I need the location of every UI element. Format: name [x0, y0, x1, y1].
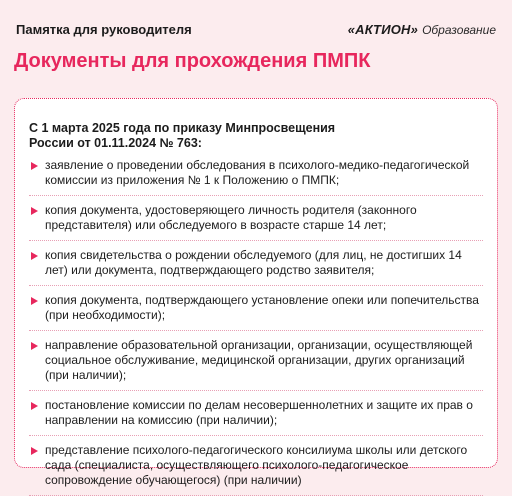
triangle-bullet-icon: [31, 252, 38, 260]
triangle-bullet-icon: [31, 162, 38, 170]
list-item-text: копия документа, удостоверяющего личность родителя (законного представителя) или обследуемого в возрасте старше 14 лет;: [45, 203, 417, 232]
list-item-text: направление образовательной организации, организации, осуществляющей социальное обслуживание, медицинской организации, других организаций (при наличии);: [45, 338, 473, 382]
page-title: Документы для прохождения ПМПК: [14, 50, 371, 72]
triangle-bullet-icon: [31, 402, 38, 410]
triangle-bullet-icon: [31, 207, 38, 215]
triangle-bullet-icon: [31, 342, 38, 350]
list-item: [29, 398, 483, 436]
list-item-text: постановление комиссии по делам несовершеннолетних и защите их прав о направлении на комиссию (при наличии);: [45, 398, 473, 427]
list-item: [29, 158, 483, 196]
list-item: [29, 338, 483, 391]
list-item: [29, 293, 483, 331]
triangle-bullet-icon: [31, 297, 38, 305]
brand-logo: [348, 22, 496, 37]
documents-list: [29, 158, 483, 496]
triangle-bullet-icon: [31, 447, 38, 455]
memo-header: [16, 22, 496, 42]
documents-card: [14, 98, 498, 487]
list-item-text: копия свидетельства о рождении обследуемого (для лиц, не достигших 14 лет) или документа, подтверждающего родство заявителя;: [45, 248, 462, 277]
memo-label: Памятка для руководителя: [16, 22, 192, 37]
intro-text: С 1 марта 2025 года по приказу Минпросвещения России от 01.11.2024 № 763:: [29, 121, 336, 150]
list-item: [29, 443, 483, 496]
list-item: [29, 203, 483, 241]
list-item-text: представление психолого-педагогического консилиума школы или детского сада (специалиста, осуществляющего психолого-педагогическое сопровождение обучающегося) (при наличии): [45, 443, 468, 487]
list-item-text: копия документа, подтверждающего установление опеки или попечительства (при необходимости);: [45, 293, 479, 322]
brand-subtitle: Образование: [422, 23, 496, 37]
brand-name: «АКТИОН»: [347, 22, 419, 37]
list-item-text: заявление о проведении обследования в психолого-медико-педагогической комиссии из приложения № 1 к Положению о ПМПК;: [45, 158, 470, 187]
list-item: [29, 248, 483, 286]
